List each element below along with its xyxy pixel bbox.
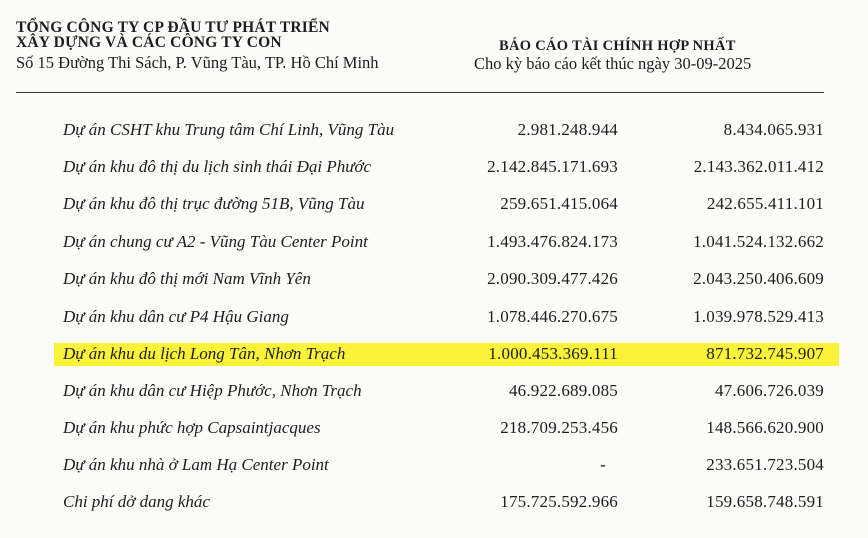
row-label: Chi phí dở dang khác [63,492,210,511]
table-row [0,191,868,217]
row-label: Dự án khu đô thị mới Nam Vĩnh Yên [63,269,311,288]
header-divider [16,92,824,93]
row-label: Dự án CSHT khu Trung tâm Chí Linh, Vũng Tàu [63,120,395,139]
table-row [0,489,868,515]
row-previous-value: 2.143.362.011.412 [693,157,824,176]
table-row [0,229,868,255]
table-row [0,266,868,292]
row-current-value: 2.981.248.944 [517,120,618,139]
row-label: Dự án khu du lịch Long Tân, Nhơn Trạch [63,344,346,363]
table-row [0,154,868,180]
row-current-value: 259.651.415.064 [500,194,618,213]
row-current-value: 46.922.689.085 [508,381,618,400]
row-previous-value: 1.041.524.132.662 [693,232,824,251]
row-current-value: 218.709.253.456 [500,418,618,437]
row-label: Dự án khu đô thị trục đường 51B, Vũng Tàu [63,194,365,213]
report-title: BÁO CÁO TÀI CHÍNH HỢP NHẤT [499,38,736,54]
document-header-left [16,20,379,74]
row-label: Dự án khu nhà ở Lam Hạ Center Point [63,455,329,474]
table-row [0,452,868,478]
row-current-value: 1.000.453.369.111 [488,344,618,363]
row-current-value: 1.493.476.824.173 [487,232,618,251]
row-current-value: - [600,455,606,474]
company-name-line1: TỔNG CÔNG TY CP ĐẦU TƯ PHÁT TRIỂN [16,19,330,36]
row-label: Dự án khu đô thị du lịch sinh thái Đại Phước [63,157,372,176]
row-current-value: 1.078.446.270.675 [487,307,618,326]
row-previous-value: 2.043.250.406.609 [693,269,824,288]
row-previous-value: 233.651.723.504 [706,455,824,474]
row-label: Dự án khu dân cư P4 Hậu Giang [63,307,289,326]
report-period: Cho kỳ báo cáo kết thúc ngày 30-09-2025 [474,54,752,73]
row-label: Dự án khu dân cư Hiệp Phước, Nhơn Trạch [63,381,362,400]
row-previous-value: 871.732.745.907 [706,344,824,363]
table-row-highlighted [0,341,868,367]
table-row [0,117,868,143]
row-current-value: 2.090.309.477.426 [487,269,618,288]
row-current-value: 2.142.845.171.693 [487,157,618,176]
row-previous-value: 47.606.726.039 [714,381,824,400]
row-label: Dự án khu phức hợp Capsaintjacques [63,418,321,437]
row-previous-value: 242.655.411.101 [706,194,824,213]
table-row [0,304,868,330]
row-label: Dự án chung cư A2 - Vũng Tàu Center Point [63,232,368,251]
row-previous-value: 148.566.620.900 [706,418,824,437]
table-row [0,415,868,441]
company-address: Số 15 Đường Thi Sách, P. Vũng Tàu, TP. Hồ Chí Minh [16,53,379,72]
row-previous-value: 159.658.748.591 [706,492,824,511]
row-previous-value: 1.039.978.529.413 [693,307,824,326]
document-header-right [474,38,751,74]
row-previous-value: 8.434.065.931 [723,120,824,139]
table-row [0,378,868,404]
row-current-value: 175.725.592.966 [500,492,618,511]
company-name-line2: XÂY DỰNG VÀ CÁC CÔNG TY CON [16,34,282,51]
